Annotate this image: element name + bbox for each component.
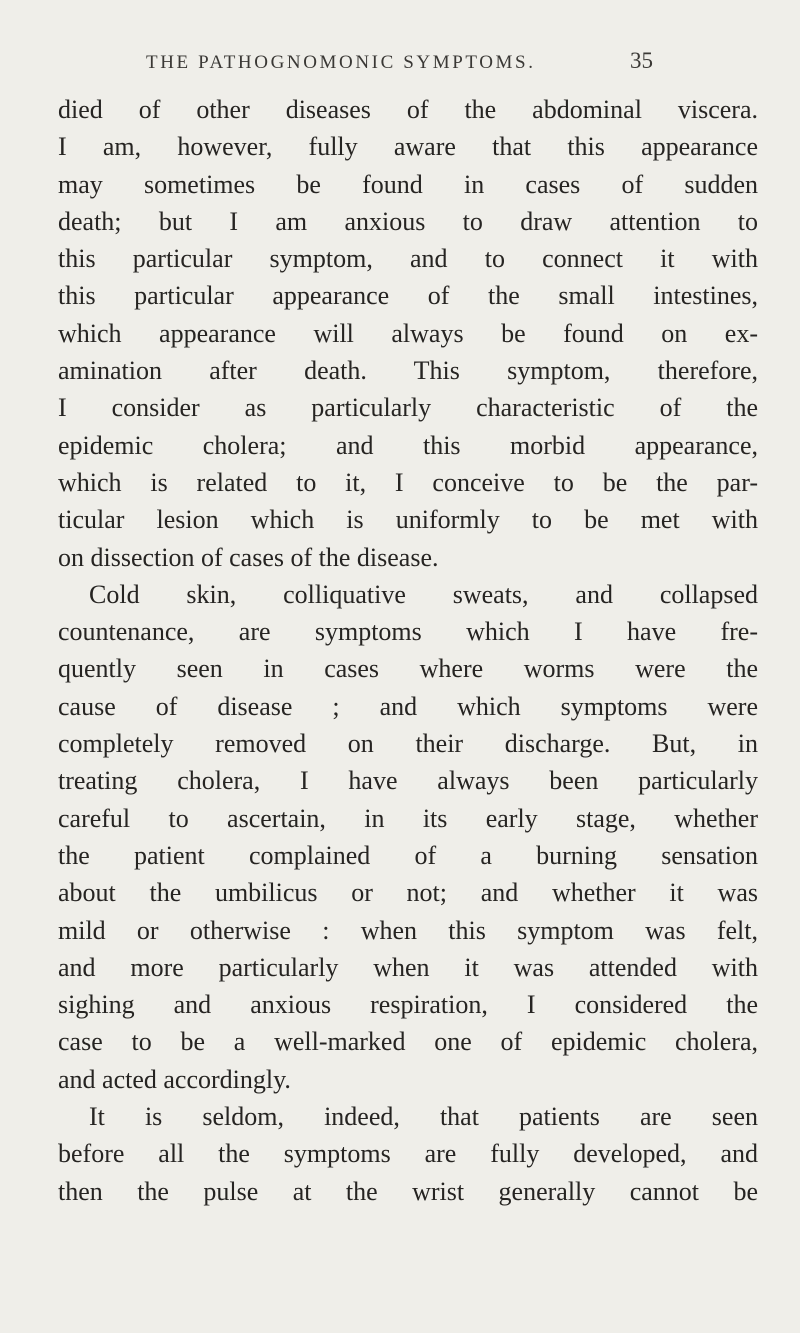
text-line: epidemic cholera; and this morbid appearance, xyxy=(58,430,758,460)
text-line: and acted accordingly. xyxy=(58,1064,291,1094)
text-line: cause of disease ; and which symptoms were xyxy=(58,691,758,721)
text-line: the patient complained of a burning sensation xyxy=(58,840,758,870)
text-line: and more particularly when it was attended with xyxy=(58,952,758,982)
text-line: countenance, are symptoms which I have fre- xyxy=(58,617,758,647)
text-line: death; but I am anxious to draw attention to xyxy=(58,206,758,236)
paragraph-start-line: Cold skin, colliquative sweats, and collapsed xyxy=(89,579,758,609)
text-line: on dissection of cases of the disease. xyxy=(58,542,439,572)
text-line: amination after death. This symptom, therefore, xyxy=(58,356,758,386)
text-line: treating cholera, I have always been particularly xyxy=(58,766,758,796)
paragraph-start-line: It is seldom, indeed, that patients are seen xyxy=(89,1102,758,1132)
running-header: THE PATHOGNOMONIC SYMPTOMS. xyxy=(146,52,536,73)
text-line: ticular lesion which is uniformly to be met with xyxy=(58,505,758,535)
text-line: I am, however, fully aware that this appearance xyxy=(58,132,758,162)
text-line: I consider as particularly characteristic of the xyxy=(58,393,758,423)
text-line: completely removed on their discharge. But, in xyxy=(58,729,758,759)
text-line: careful to ascertain, in its early stage, whether xyxy=(58,803,758,833)
text-line: before all the symptoms are fully developed, and xyxy=(58,1139,758,1169)
text-line: which is related to it, I conceive to be the par- xyxy=(58,467,758,497)
text-line: this particular symptom, and to connect it with xyxy=(58,244,758,274)
text-line: mild or otherwise : when this symptom was felt, xyxy=(58,915,758,945)
page-number: 35 xyxy=(630,48,653,73)
text-line: case to be a well-marked one of epidemic cholera, xyxy=(58,1027,758,1057)
text-line: may sometimes be found in cases of sudden xyxy=(58,169,758,199)
text-line: then the pulse at the wrist generally cannot be xyxy=(58,1176,758,1206)
body-text xyxy=(58,91,758,1210)
text-line: which appearance will always be found on ex- xyxy=(58,318,758,348)
text-line: sighing and anxious respiration, I considered the xyxy=(58,990,758,1020)
text-line: quently seen in cases where worms were the xyxy=(58,654,758,684)
text-line: this particular appearance of the small intestines, xyxy=(58,281,758,311)
text-line: about the umbilicus or not; and whether it was xyxy=(58,878,758,908)
text-line: died of other diseases of the abdominal viscera. xyxy=(58,95,758,124)
